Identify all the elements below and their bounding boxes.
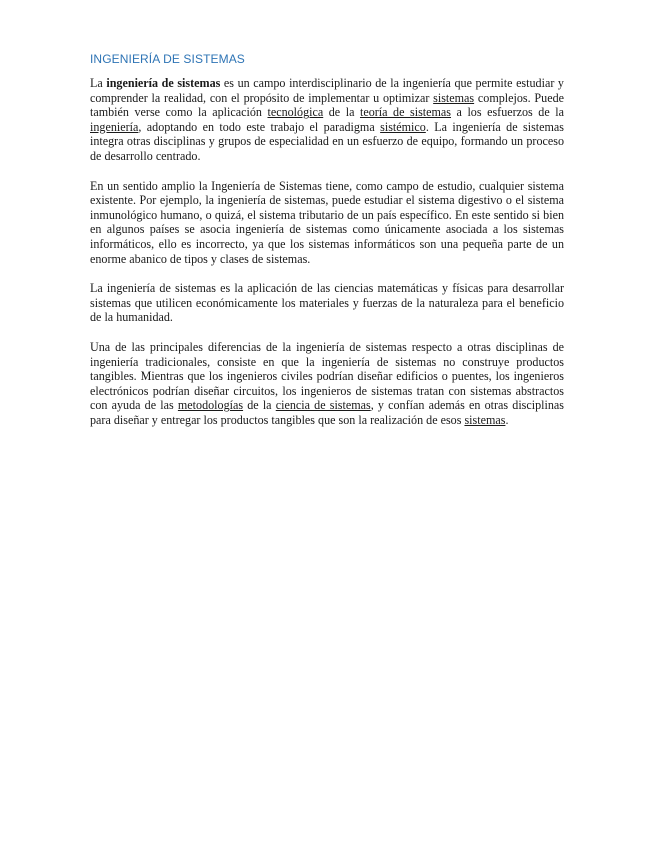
paragraph-3: La ingeniería de sistemas es la aplicación de las ciencias matemáticas y físicas para desarrollar sistemas que utilicen económicamente los materiales y fuerzas de la naturaleza para el beneficio de la humanidad. (90, 281, 564, 325)
link-tecnologica[interactable]: tecnológica (267, 105, 324, 120)
text-run: , adoptando en todo este trabajo el paradigma (138, 119, 381, 134)
link-ingenieria[interactable]: ingeniería (90, 119, 139, 134)
text-run: . La ingeniería de sistemas integra otras disciplinas y grupos de especialidad en un esfuerzo de equipo, formando un proceso de desarrollo centrado. (90, 119, 564, 163)
text-run: , y confían además en otras disciplinas para diseñar y entregar los productos tangibles que son la realización de esos (90, 398, 565, 427)
text-run: complejos. Puede también verse como la aplicación (90, 90, 564, 120)
text-run: de la (243, 398, 276, 413)
text-run: La (90, 76, 107, 90)
link-ciencia-de-sistemas[interactable]: ciencia de sistemas (275, 398, 371, 413)
link-sistemas[interactable]: sistemas (433, 90, 475, 105)
text-run: es un campo interdisciplinario de la ingeniería que permite estudiar y comprender la realidad, con el propósito de implementar u optimizar (90, 76, 564, 105)
link-metodologias[interactable]: metodologías (177, 398, 244, 413)
document-body (90, 52, 564, 442)
paragraph-2: En un sentido amplio la Ingeniería de Sistemas tiene, como campo de estudio, cualquier sistema existente. Por ejemplo, la ingeniería de sistemas, puede estudiar el sistema digestivo o el sistema inmunológico humano, o quizá, el sistema tributario de un país específico. En este sentido si bien en algunos países se asocia ingeniería de sistemas como únicamente asociada a los sistemas informáticos, ello es incorrecto, ya que los sistemas informáticos son una pequeña parte de un enorme abanico de tipos y clases de sistemas. (90, 178, 564, 266)
paragraph-1 (90, 76, 564, 164)
link-sistemico[interactable]: sistémico (380, 119, 426, 134)
link-sistemas[interactable]: sistemas (464, 412, 506, 427)
text-run: Una de las principales diferencias de la ingeniería de sistemas respecto a otras disciplinas de ingeniería tradicionales, consiste en que la ingeniería de sistemas no construye productos tangibles. Mientras que los ingenieros civiles podrían diseñar edificios o puentes, los ingenieros electrónicos podrían diseñar circuitos, los ingenieros de sistemas tratan con sistemas abstractos con ayuda de las (90, 339, 564, 413)
text-run: de la (323, 105, 360, 120)
text-run: . (505, 412, 509, 427)
link-teoria-de-sistemas[interactable]: teoría de sistemas (359, 105, 451, 120)
text-run: a los esfuerzos de la (451, 105, 564, 120)
bold-term: ingeniería de sistemas (106, 76, 221, 90)
page-title: INGENIERÍA DE SISTEMAS (90, 52, 245, 66)
paragraph-4 (90, 340, 564, 428)
